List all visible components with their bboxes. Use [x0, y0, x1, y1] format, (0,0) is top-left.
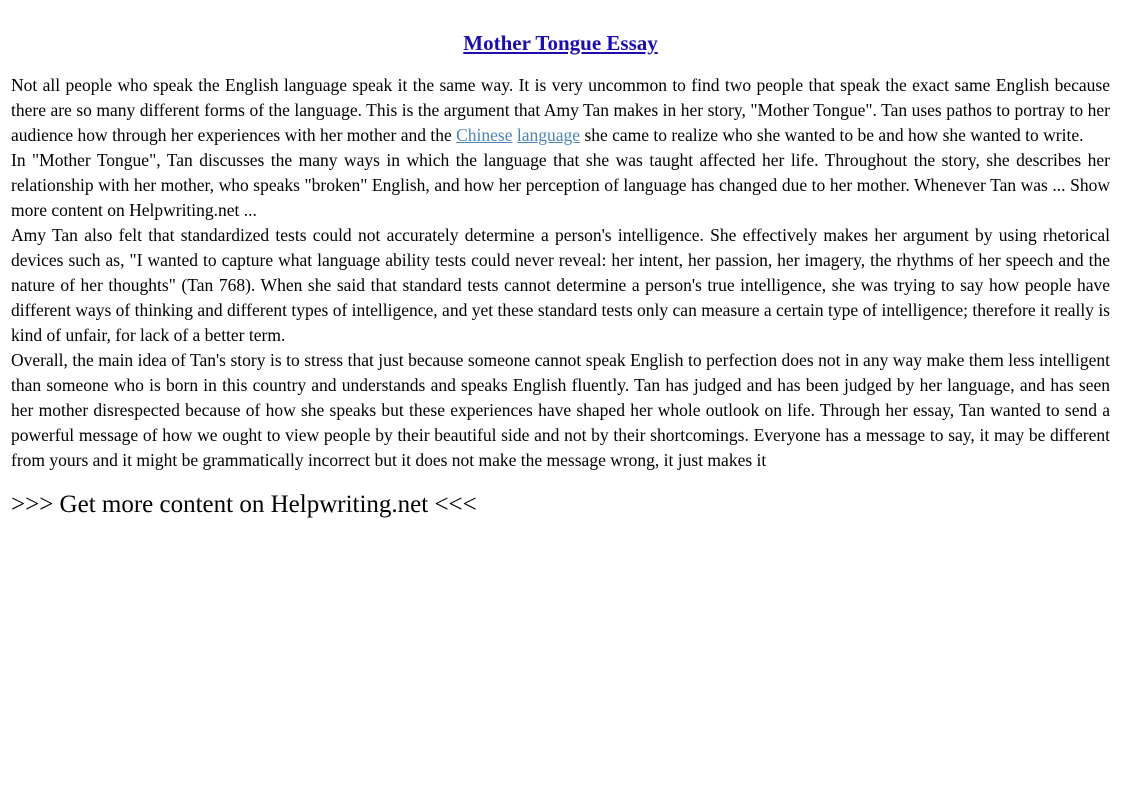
language-link[interactable]: language [516, 125, 581, 145]
get-more-content-link[interactable]: >>> Get more content on Helpwriting.net <<< [11, 491, 477, 518]
paragraph-4: Overall, the main idea of Tan's story is to stress that just because someone cannot speak English to perfection does not in any way make them less intelligent than someone who is born in this country and understands and speaks English fluently. Tan has judged and has been judged by her language, and has seen her mother disrespected because of how she speaks but these experiences have shaped her whole outlook on life. Through her essay, Tan wanted to send a powerful message of how we ought to view people by their beautiful side and not by their shortcomings. Everyone has a message to say, it may be different from yours and it might be grammatically incorrect but it does not make the message wrong, it just makes it [11, 350, 1110, 470]
title-container [11, 30, 1110, 59]
paragraph-2: In "Mother Tongue", Tan discusses the many ways in which the language that she was taught affected her life. Throughout the story, she describes her relationship with her mother, who speaks "broken" English, and how her perception of language has changed due to her mother. Whenever Tan was ... Show more content on Helpwriting.net ... [11, 150, 1110, 220]
chinese-link[interactable]: Chinese [456, 125, 513, 145]
essay-body [11, 73, 1110, 473]
paragraph-1 [11, 73, 1110, 148]
paragraph-1-text-after: she came to realize who she wanted to be and how she wanted to write. [580, 125, 1084, 145]
paragraph-3: Amy Tan also felt that standardized tests could not accurately determine a person's intelligence. She effectively makes her argument by using rhetorical devices such as, "I wanted to capture what language ability tests could never reveal: her intent, her passion, her imagery, the rhythms of her speech and the nature of her thoughts" (Tan 768). When she said that standard tests cannot determine a person's true intelligence, she was trying to say how people have different ways of thinking and different types of intelligence, and yet these standard tests only can measure a certain type of intelligence; therefore it really is kind of unfair, for lack of a better term. [11, 225, 1110, 345]
page-title-link[interactable]: Mother Tongue Essay [463, 31, 658, 55]
paragraph-1-text-before: Not all people who speak the English language speak it the same way. It is very uncommon to find two people that speak the exact same English because there are so many different forms of the language. This is the argument that Amy Tan makes in her story, "Mother Tongue". Tan uses pathos to portray to her audience how through her experiences with her mother and the [11, 75, 1110, 145]
